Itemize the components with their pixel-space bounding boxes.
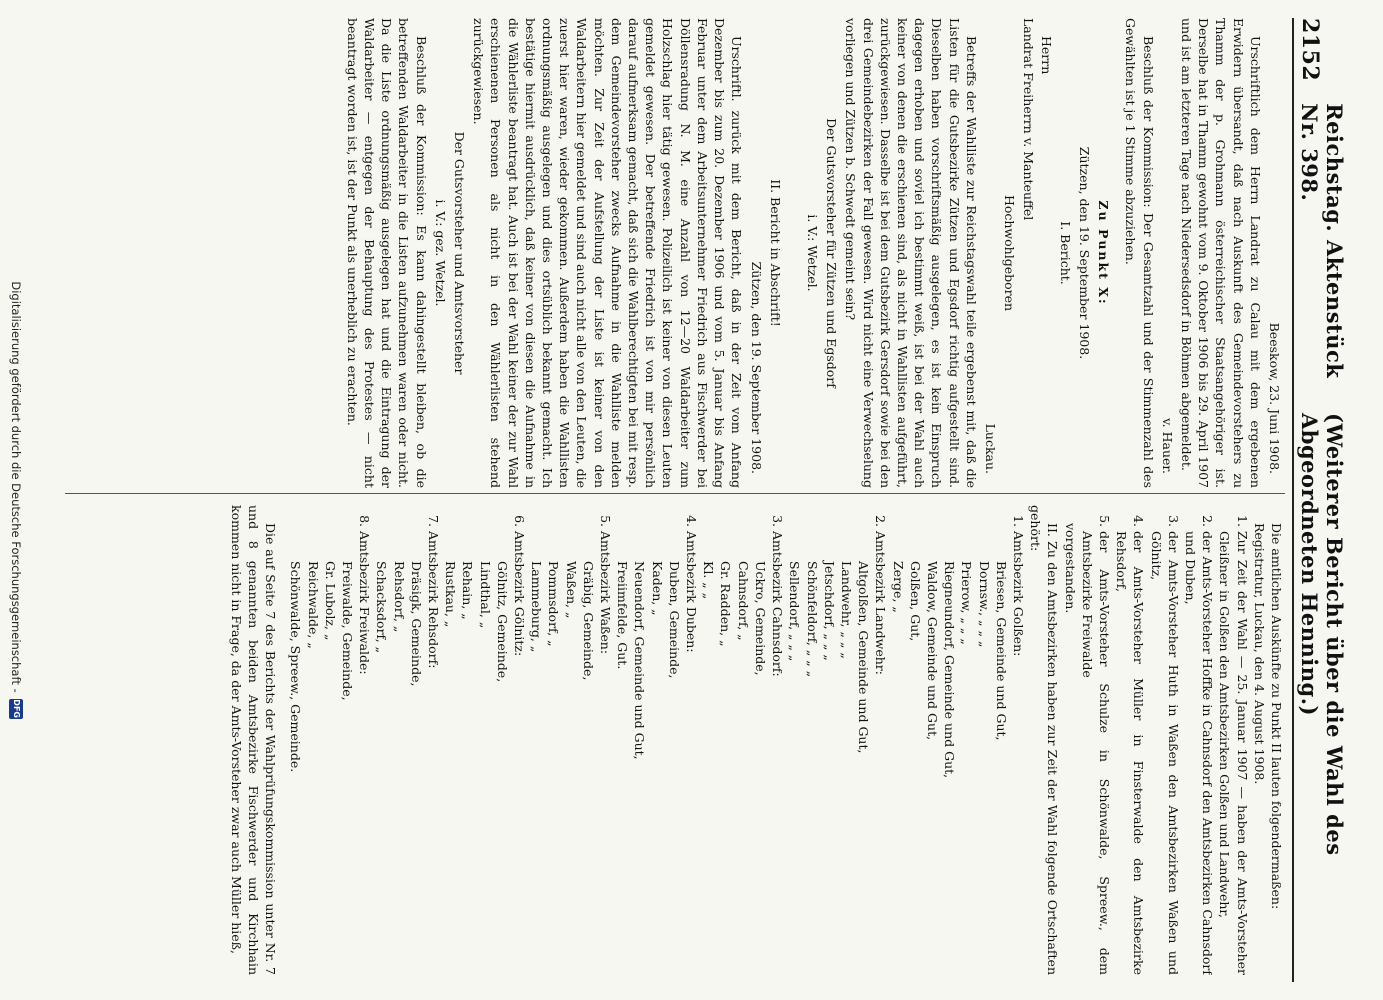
place-entry: Briesen, Gemeinde und Gut,	[993, 561, 1009, 741]
district-name: 2. Amtsbezirk Landwehr:	[873, 531, 889, 675]
left-text-block: Zu Punkt X:	[1096, 200, 1112, 306]
closing-1: vorgestanden.	[1062, 523, 1078, 614]
right-column	[55, 505, 1285, 975]
place-entry: Freiwalde, Gemeinde,	[340, 561, 356, 701]
place-entry: Dräsigk, Gemeinde,	[408, 561, 424, 687]
left-text-block: Hochwohlgeboren	[1002, 194, 1018, 312]
district-item	[287, 531, 373, 975]
numbered-item: 4. der Amts-Vorsteher Müller in Finsterwalde den Amtsbezirke Rehsdorf,	[1113, 531, 1147, 975]
place-entry: Landwehr, „ „ „	[838, 561, 854, 659]
place-entry: Gr. Radden, „	[718, 561, 734, 647]
left-text-block: Beeskow, 23. Juni 1908.	[1267, 322, 1282, 474]
district-name: 5. Amtsbezirk Waßen:	[598, 531, 614, 655]
page-number: 2152	[1297, 18, 1323, 82]
place-entry: Kl. „ „	[701, 561, 717, 600]
left-text-block: Zützen, den 19. September 1908.	[1076, 146, 1092, 360]
left-text-block: Landrat Freiherrn v. Manteuffel	[1021, 18, 1037, 221]
place-entry: Neuendorf, Gemeinde und Gut,	[632, 561, 648, 760]
section-ii: II. Zu den Amtsbezirken haben zur Zeit der Wahl folgende Ortschaften gehört:	[1028, 505, 1061, 975]
place-entry: Schönwalde, Spreew., Gemeinde.	[288, 561, 304, 773]
place-entry: Uckro, Gemeinde,	[752, 561, 768, 676]
place-entry: Pommsdorf, „	[546, 561, 562, 647]
header-title-left: Reichstag. Aktenstück Nr. 398.	[1297, 103, 1347, 379]
numbered-item: 1. Zur Zeit der Wahl — 25. Januar 1907 — haben der Amts-Vorsteher Gleißner in Golßen den Amtsbezirken Golßen und Landwehr,	[1216, 531, 1250, 975]
place-entry: Lammeburg, „	[529, 561, 545, 653]
place-entry: Duben, Gemeinde,	[666, 561, 682, 679]
right-intro: Die amtlichen Auskünfte zu Punkt II lauten folgendermaßen:	[1269, 523, 1284, 910]
numbered-item: 5. der Amts-Vorsteher Schulze in Schönwalde, Spreew., dem Amtsbezirke Freiwalde	[1079, 531, 1113, 975]
district-name: 8. Amtsbezirk Freiwalde:	[357, 531, 373, 675]
header-title-right: (Weiterer Bericht über die Wahl des Abgeordneten Henning.)	[1297, 413, 1347, 856]
place-entry: Jetschdorf, „ „ „	[821, 561, 837, 661]
dfg-logo-icon: DFG	[10, 699, 24, 719]
place-entry: Kaden, „	[649, 561, 665, 616]
place-entry: Sellendorf, „ „ „	[787, 561, 803, 662]
numbered-item: 3. der Amts-Vorsteher Huth in Waßen den Amtsbezirken Waßen und Gölnitz,	[1147, 531, 1181, 975]
spacer	[1114, 18, 1122, 488]
place-entry: Altgolßen, Gemeinde und Gut,	[856, 561, 872, 754]
left-text-block: Urschriftl. zurück mit dem Bericht, daß in der Zeit vom Anfang Dezember bis zum 20. Dezember 1906 und vom 5. Januar bis Anfang Februar unter dem Arbeitsunternehmer Friedrich aus Fischwerder bei Döllensradung N. M. eine Anzahl von 12—20 Waldarbeiter zum Holzschlag hier tätig gewesen. Polizeilich ist keiner von diesen Leuten gemeldet gewesen. Der betreffende Friedrich ist von mir persönlich darauf aufmerksam gemacht, daß sich die Wahlberechtigten bei mit resp. dem Gemeindevorsteher zwecks Aufnahme in die Wahlliste melden möchten. Zur Zeit der Aufstellung der Liste ist keiner von den Waldarbeitern hier gemeldet und sind auch nicht alle von den Leuten, die zuerst hier waren, wieder gekommen. Außerdem haben die Wahllisten ordnungsmäßig ausgelegen und dies ortsüblich bekannt gemacht. Ich bestätige hiermit ausdrücklich, daß keiner von diesen die Aufnahme in die Wählerliste beantragt hat. Auch ist bei der Wahl keiner der zur Wahl erschienenen Personen als nicht in den Wählerlisten stehend zurückgewiesen.	[471, 18, 745, 488]
place-entry: Lindthal, „	[477, 561, 493, 629]
place-entry: Rustkau, „	[443, 561, 459, 628]
district-list	[287, 505, 1027, 975]
district-item	[700, 531, 786, 975]
left-text-block: Der Gutsvorsteher und Amtsvorsteher	[452, 131, 468, 375]
place-entry: Waldow, Gemeinde und Gut,	[924, 561, 940, 741]
place-entry: Rehsdorf, „	[391, 561, 407, 633]
place-entry: Golßen, Gut,	[907, 561, 923, 642]
place-entry: Gölnitz, Gemeinde,	[494, 561, 510, 683]
left-text-block: Beschluß der Kommission: Es kann dahingestellt bleiben, ob die betreffenden Waldarbeiter in die Listen aufzunehmen waren oder nicht. Da die Liste ordnungsmäßig ausgelegen hat und die Eintragung der Waldarbeiter — entgegen der Behauptung des Protestes — nicht beantragt worden ist, ist der Punkt als unerheblich zu erachten.	[344, 18, 429, 488]
place-entry: Zerge, „	[890, 561, 906, 613]
column-divider	[65, 493, 1285, 494]
place-entry: Riegneundorf, Gemeinde und Gut,	[942, 561, 958, 779]
left-text-block: Luckau.	[982, 423, 998, 474]
district-item	[614, 531, 700, 975]
district-item	[442, 531, 528, 975]
left-text-block: II. Bericht in Abschrift!	[767, 179, 783, 327]
left-text-block: Urschriftlich dem Herrn Landrat zu Calau mit dem ergebenen Erwidern übersandt, daß nach Auskunft des Gemeindevorstehers zu Thamm der p. Grohmann österreichischer Staatsangehöriger ist. Derselbe hat in Thamm gewohnt vom 9. Oktober 1906 bis 29. April 1907 und ist am letzteren Tage nach Niedersedsdorf in Böhmen abgemeldet.	[1178, 18, 1263, 488]
place-entry: Schacksdorf, „	[374, 561, 390, 654]
place-entry: Waßen, „	[563, 561, 579, 619]
district-name: 4. Amtsbezirk Duben:	[684, 531, 700, 653]
left-text-block: i. V.: gez. Wetzel.	[432, 199, 448, 307]
footer	[0, 0, 33, 1000]
place-entry: Gr. Lubolz, „	[322, 561, 338, 641]
place-entry: Schönfeldorf, „ „ „	[804, 561, 820, 678]
page-header	[1292, 18, 1347, 982]
numbered-list-1	[1079, 505, 1251, 975]
closing-paragraph: Die auf Seite 7 des Berichts der Wahlprüfungskommission unter Nr. 7 und 8 genannten beiden Amtsbezirke Fischwerder und Kirchhain kommen nicht in Frage, da der Amts-Vorsteher zwar auch Müller hieß,	[228, 505, 279, 975]
place-entry: Cahnsdorf, „	[735, 561, 751, 641]
left-column	[55, 18, 1285, 488]
district-name: 6. Amtsbezirk Gölnitz:	[512, 531, 528, 657]
left-text-block: Zützen, den 19. September 1908.	[748, 261, 764, 474]
district-item	[373, 531, 442, 975]
left-text-block: I. Bericht.	[1057, 221, 1073, 285]
district-name: 3. Amtsbezirk Cahnsdorf:	[770, 531, 786, 677]
left-text-block: Herrn	[1038, 36, 1054, 75]
footer-text: Digitalisierung gefördert durch die Deutsche Forschungsgemeinschaft -	[9, 281, 24, 693]
district-name: 7. Amtsbezirk Rehsdorf:	[426, 531, 442, 669]
left-text-block: Der Gutsvorsteher für Zützen und Egsdorf	[824, 118, 840, 388]
left-text-block: Beschluß der Kommission: Der Gesamtzahl und der Stimmenzahl des Gewählten ist je 1 Stimme abzuziehen.	[1123, 18, 1156, 488]
place-entry: Gräbig, Gemeinde,	[580, 561, 596, 681]
left-text-block: Betreffs der Wahlliste zur Reichstagswahl teile ergebenst mit, daß die Listen für die Gutsbezirke Zützen und Egsdorf richtig aufgestellt sind. Dieselben haben vorschriftsmäßig ausgelegen, es ist kein Einspruch dagegen erhoben und soviel ich bestimmt weiß, ist bei der Wahl auch keiner von denen die erschienen sind, als nicht in Wahllisten aufgeführt, zurückgewiesen. Dasselbe ist bei dem Gutsbezirk Gersdorf sowie bei den drei Gemeindebezirken der Fall gewesen. Wird nicht eine Verwechselung vorliegen und Zützen b. Schwedt gemeint sein?	[843, 18, 979, 488]
left-text-block: v. Hauer.	[1159, 418, 1175, 474]
district-item	[889, 531, 1027, 975]
district-item	[786, 531, 889, 975]
place-entry: Reichwalde, „	[305, 561, 321, 649]
numbered-item: 2. der Amts-Vorsteher Hoffke in Cahnsdorf den Amtsbezirken Cahnsdorf und Duben,	[1182, 531, 1216, 975]
place-entry: Prierow, „ „ „	[959, 561, 975, 645]
left-text-block: i. V.: Wetzel.	[804, 214, 820, 292]
right-place-date: Registratur, Luckau, den 4. August 1908.	[1251, 523, 1267, 785]
place-entry: Freiimfelde, Gut.	[615, 561, 631, 670]
place-entry: Dornsw., „ „ „	[976, 561, 992, 648]
place-entry: Rehain, „	[460, 561, 476, 620]
spacer	[786, 18, 802, 488]
district-item	[528, 531, 614, 975]
district-name: 1. Amtsbezirk Golßen:	[1010, 531, 1026, 657]
